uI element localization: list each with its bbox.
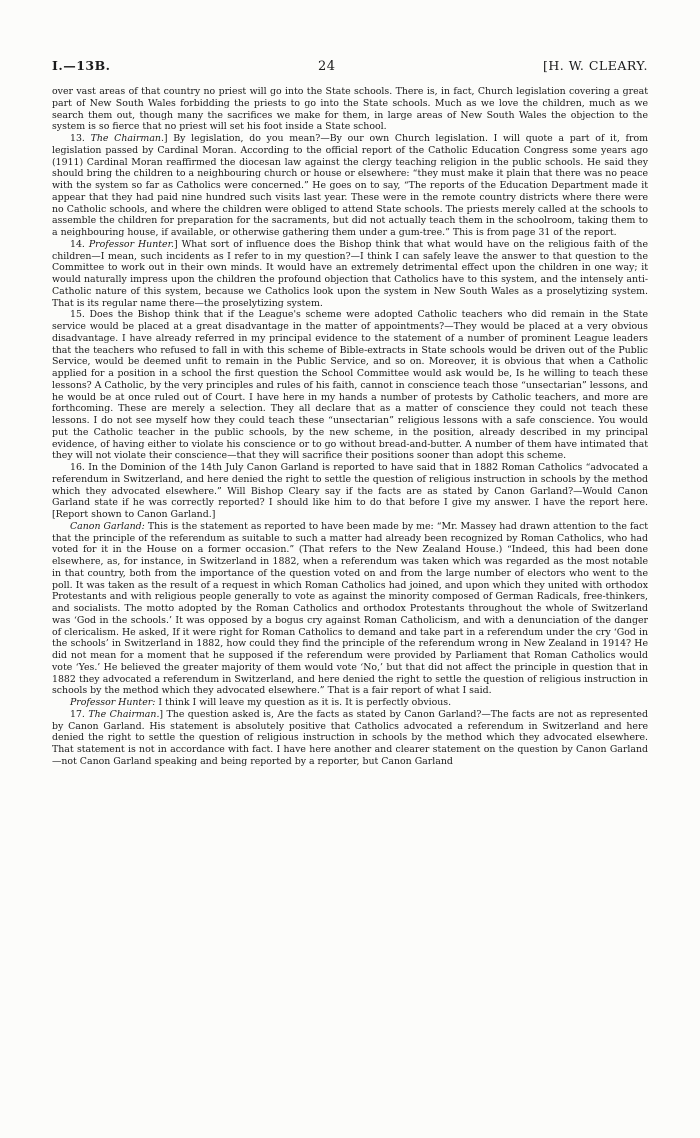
witness-name: [H. W. CLEARY. [543, 58, 648, 73]
question-number: 17. [70, 708, 89, 720]
paragraph [52, 697, 648, 709]
speaker-name: The Chairman. [88, 708, 160, 720]
paragraph [52, 239, 648, 310]
paragraph-text: over vast areas of that country no priest will go into the State schools. There is, in fact, Church legislation covering a great part of New South Wales forbidding the priests to go into the State schools. Much as we love the children, much as we search them out, though many the sacrifices we make for them, in large areas of New South Wales the objection to the system is so fierce that no priest will set his foot inside a State school. [52, 86, 648, 133]
question-number: 15. [70, 309, 90, 321]
paragraph [52, 462, 648, 521]
question-number: 13. [70, 133, 91, 144]
paragraph-text: ] By legislation, do you mean?—By our own Church legislation. I will quote a part of it, from legislation passed by Cardinal Moran. According to the official report of the Catholic Education Congress some years ago (1911) Cardinal Moran reaffirmed the diocesan law against the clergy teaching religion in the public schools. He said they should bring the children to a neighbouring church or house or elsewhere: “they must make it plain that there was no peace with the system so far as Catholics were concerned.” He goes on to say, “The reports of the Education Department made it appear that they had paid nine hundred such visits last year. These were in the remote country districts where there were no Catholic schools, and where the children were obliged to attend State schools. The priests merely called at the schools to assemble the children for preparation for the sacraments, but did not actually teach them in the schoolroom, taking them to a neighbouring house, if available, or otherwise gathering them under a gum-tree.” This is from page 31 of the report. [52, 133, 648, 238]
page-header [52, 58, 648, 74]
paragraph [52, 521, 648, 697]
paragraph-text: Does the Bishop think that if the League's scheme were adopted Catholic teachers who did remain in the State service would be placed at a great disadvantage in the matter of appointments?—They would be placed at a very obvious disadvantage. I have already referred in my principal evidence to the statement of a number of prominent League leaders that the teachers who refused to fall in with this scheme of Bible-extracts in State schools would be driven out of the Public Service, would be deemed unfit to remain in the Public Service, and so on. Moreover, it is obvious that when a Catholic applied for a position in a school the first question the School Committee would ask would be, Is he willing to teach these lessons? A Catholic, by the very principles and rules of his faith, cannot in conscience teach those “unsectarian” lessons, and he would be at once ruled out of Court. I have here in my hands a number of protests by Catholic teachers, and more are forthcoming. These are merely a selection. They all declare that as a matter of conscience they could not teach these lessons. I do not see myself how they could teach these “unsectarian” religious lessons with a safe conscience. You would put the Catholic teacher in the public schools, by the new scheme, in the position, already described in my principal evidence, of having either to violate his conscience or to go without bread-and-butter. A number of them have intimated that they will not violate their conscience—that they will sacrifice their positions sooner than adopt this scheme. [52, 309, 648, 462]
paragraph-text: ] The question asked is, Are the facts as stated by Canon Garland?—The facts are not as represented by Canon Garland. His statement is absolutely positive that Catholics advocated a referendum in Switzerland and here denied the right to settle the question of religious instruction in schools by the method which they advocated elsewhere. That statement is not in accordance with fact. I have here another and clearer statement on the question by Canon Garland—not Canon Garland speaking and being reported by a reporter, but Canon Garland [52, 708, 648, 767]
paragraph [52, 309, 648, 462]
question-number: 16. [70, 462, 89, 473]
question-number: 14. [70, 238, 89, 250]
speaker-name: Professor Hunter. [88, 238, 174, 250]
paragraph-text: In the Dominion of the 14th July Canon Garland is reported to have said that in 1882 Roman Catholics “advocated a referendum in Switzerland, and here denied the right to settle the question of religious instruction in schools by the method which they advocated elsewhere.” Will Bishop Cleary say if the facts are as stated by Canon Garland?—Would Canon Garland state if he was correctly reported? I should like him to do that before I give my answer. I have the report here. [Report shown to Canon Garland.] [52, 462, 649, 520]
body-text [52, 86, 648, 768]
page-number: 24 [317, 59, 336, 74]
paragraph [52, 86, 648, 133]
paragraph-text: I think I will leave my question as it is. It is perfectly obvious. [155, 697, 452, 708]
speaker-name: Canon Garland: [70, 520, 145, 532]
speaker-name: Professor Hunter: [70, 697, 156, 708]
paragraph-text: ] What sort of influence does the Bishop think that what would have on the religious faith of the children—I mean, such incidents as I refer to in my question?—I think I can safely leave the answer to that question to the Committee to work out in their own minds. It would have an extremely detrimental effect upon the children in one way; it would naturally impress upon the children the profound objection that Catholics have to this system, and the intensely anti-Catholic nature of this system, because we Catholics look upon the system in New South Wales as a proselytizing system. That is its regular name there—the proselytizing system. [52, 238, 648, 309]
paragraph [52, 133, 648, 239]
paper-reference: I.—13B. [52, 58, 111, 73]
speaker-name: The Chairman. [90, 133, 164, 144]
paragraph-text: This is the statement as reported to have been made by me: “Mr. Massey had drawn attention to the fact that the principle of the referendum as suitable to such a matter had already been recognized by Roman Catholics, who had voted for it in the House on a former occasion.” (That refers to the New Zealand House.) “Indeed, this had been done elsewhere, as, for instance, in Switzerland in 1882, when a referendum was taken which was regarded as the most notable in that country, both from the importance of the question voted on and from the large number of electors who went to the poll. It was taken as the result of a request in which Roman Catholics had joined, and upon which they united with orthodox Protestants and with religious people generally to vote as against the minority composed of German Radicals, free-thinkers, and socialists. The motto adopted by the Roman Catholics and orthodox Protestants throughout the whole of Switzerland was ‘God in the schools.’ It was opposed by a bogus cry against Roman Catholicism, and with a denunciation of the danger of clericalism. He asked, If it were right for Roman Catholics to demand and take part in a referendum under the cry ‘God in the schools’ in Switzerland in 1882, how could they find the principle of the referendum wrong in New Zealand in 1914? He did not mean for a moment that he supposed if the referendum were provided by Parliament that Roman Catholics would vote ‘Yes.’ He believed the greater majority of them would vote ‘No,’ but that did not affect the principle in question that in 1882 they advocated a referendum in Switzerland, and here denied the right to settle the question of religious instruction in schools by the method which they advocated elsewhere.” That is a fair report of what I said. [52, 520, 648, 697]
paragraph [52, 709, 648, 768]
